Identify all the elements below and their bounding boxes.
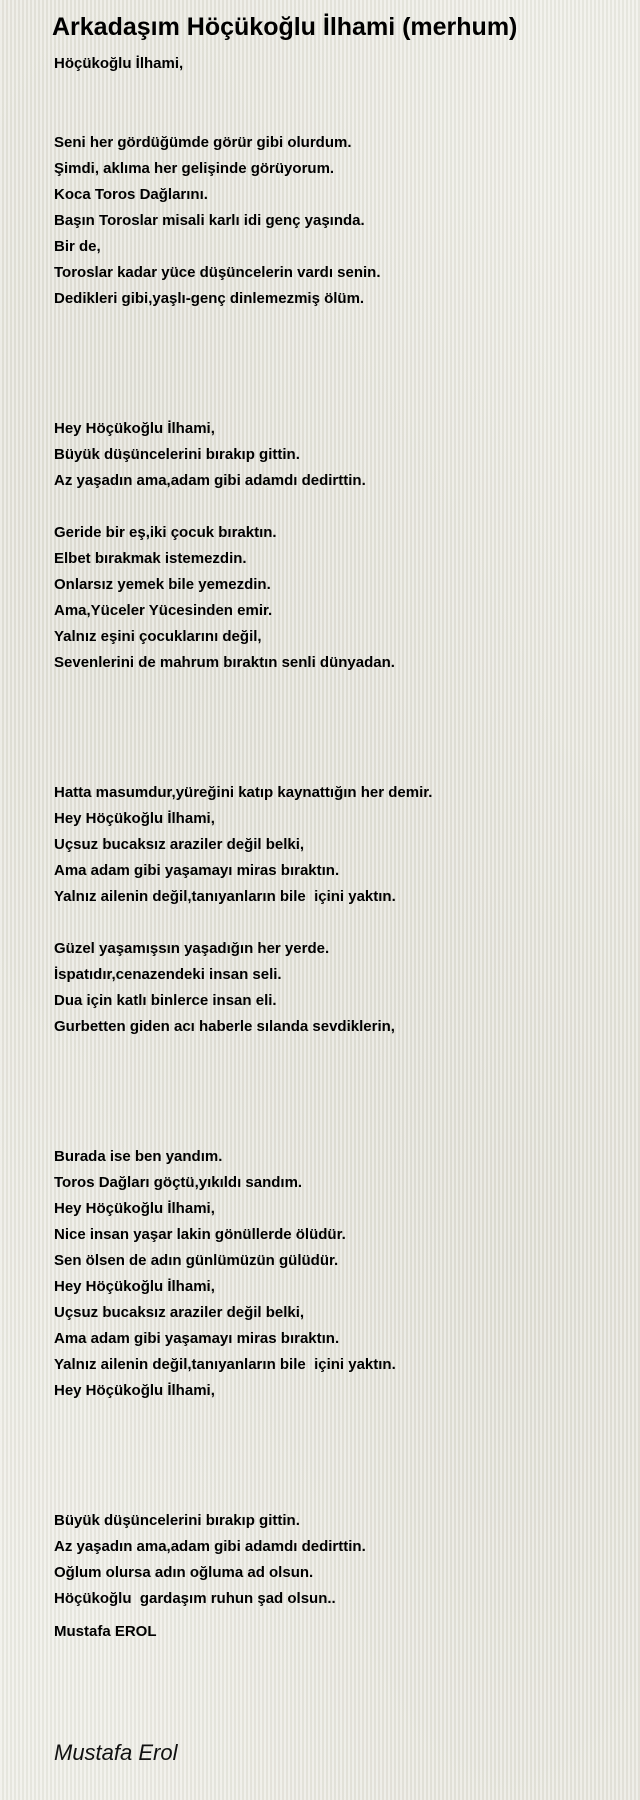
poem-line: Ama adam gibi yaşamayı miras bıraktın. — [54, 862, 340, 879]
poem-line: Büyük düşüncelerini bırakıp gittin. — [54, 446, 300, 463]
stanza-gap — [54, 1404, 614, 1508]
poem-line: Az yaşadın ama,adam gibi adamdı dedirttin. — [54, 1538, 366, 1555]
poem-line: Büyük düşüncelerini bırakıp gittin. — [54, 1512, 300, 1529]
poem-line: Toroslar kadar yüce düşüncelerin vardı senin. — [54, 264, 381, 281]
poem-line: Seni her gördüğümde görür gibi olurdum. — [54, 134, 352, 151]
page-title: Arkadaşım Höçükoğlu İlhami (merhum) — [52, 13, 518, 41]
poem-line: Ama adam gibi yaşamayı miras bıraktın. — [54, 1330, 340, 1347]
poem-line: Sevenlerini de mahrum bıraktın senli dünyadan. — [54, 654, 395, 671]
poem-line: Ama,Yüceler Yücesinden emir. — [54, 602, 273, 619]
poem-line: Yalnız ailenin değil,tanıyanların bile içini yaktın. — [54, 888, 396, 905]
stanza-7 — [54, 1508, 614, 1612]
poem-author: Mustafa EROL — [54, 1623, 157, 1640]
poem-line: Uçsuz bucaksız araziler değil belki, — [54, 836, 305, 853]
poem-line: Güzel yaşamışsın yaşadığın her yerde. — [54, 940, 330, 957]
stanza-1 — [54, 130, 614, 312]
poem-line: Hey Höçükoğlu İlhami, — [54, 1382, 215, 1399]
stanza-5 — [54, 936, 614, 1040]
poem-line: Burada ise ben yandım. — [54, 1148, 223, 1165]
author-signature: Mustafa Erol — [54, 1740, 178, 1765]
poem-line: Başın Toroslar misali karlı idi genç yaşında. — [54, 212, 365, 229]
poem-line: İspatıdır,cenazendeki insan seli. — [54, 966, 282, 983]
stanza-gap — [54, 312, 614, 416]
poem-line: Hey Höçükoğlu İlhami, — [54, 1200, 215, 1217]
poem-line: Oğlum olursa adın oğluma ad olsun. — [54, 1564, 314, 1581]
poem-line: Yalnız eşini çocuklarını değil, — [54, 628, 262, 645]
stanza-4 — [54, 780, 614, 910]
poem-line: Uçsuz bucaksız araziler değil belki, — [54, 1304, 305, 1321]
poem-line: Höçükoğlu gardaşım ruhun şad olsun.. — [54, 1590, 336, 1607]
poem-line: Yalnız ailenin değil,tanıyanların bile içini yaktın. — [54, 1356, 396, 1373]
poem-line: Hatta masumdur,yüreğini katıp kaynattığın her demir. — [54, 784, 433, 801]
poem-line: Dua için katlı binlerce insan eli. — [54, 992, 277, 1009]
stanza-2 — [54, 416, 614, 494]
poem-line: Bir de, — [54, 238, 101, 255]
poem-line: Az yaşadın ama,adam gibi adamdı dedirttin. — [54, 472, 366, 489]
poem-line: Onlarsız yemek bile yemezdin. — [54, 576, 271, 593]
poem-line: Şimdi, aklıma her gelişinde görüyorum. — [54, 160, 335, 177]
stanza-gap — [54, 494, 614, 520]
poem-line: Hey Höçükoğlu İlhami, — [54, 810, 215, 827]
poem-line: Elbet bırakmak istemezdin. — [54, 550, 247, 567]
poem-line: Nice insan yaşar lakin gönüllerde ölüdür. — [54, 1226, 346, 1243]
poem-line: Sen ölsen de adın günlümüzün gülüdür. — [54, 1252, 339, 1269]
poem-line: Gurbetten giden acı haberle sılanda sevdiklerin, — [54, 1018, 395, 1035]
stanza-3 — [54, 520, 614, 676]
poem-body — [54, 130, 614, 1612]
poem-line: Hey Höçükoğlu İlhami, — [54, 1278, 215, 1295]
poem-line: Toros Dağları göçtü,yıkıldı sandım. — [54, 1174, 303, 1191]
stanza-6 — [54, 1144, 614, 1404]
poem-line: Hey Höçükoğlu İlhami, — [54, 420, 215, 437]
poem-line: Geride bir eş,iki çocuk bıraktın. — [54, 524, 277, 541]
stanza-gap — [54, 676, 614, 780]
stanza-gap — [54, 910, 614, 936]
poem-line: Dedikleri gibi,yaşlı-genç dinlemezmiş ölüm. — [54, 290, 365, 307]
poem-addressee: Höçükoğlu İlhami, — [54, 55, 184, 72]
stanza-gap — [54, 1040, 614, 1144]
poem-line: Koca Toros Dağlarını. — [54, 186, 208, 203]
